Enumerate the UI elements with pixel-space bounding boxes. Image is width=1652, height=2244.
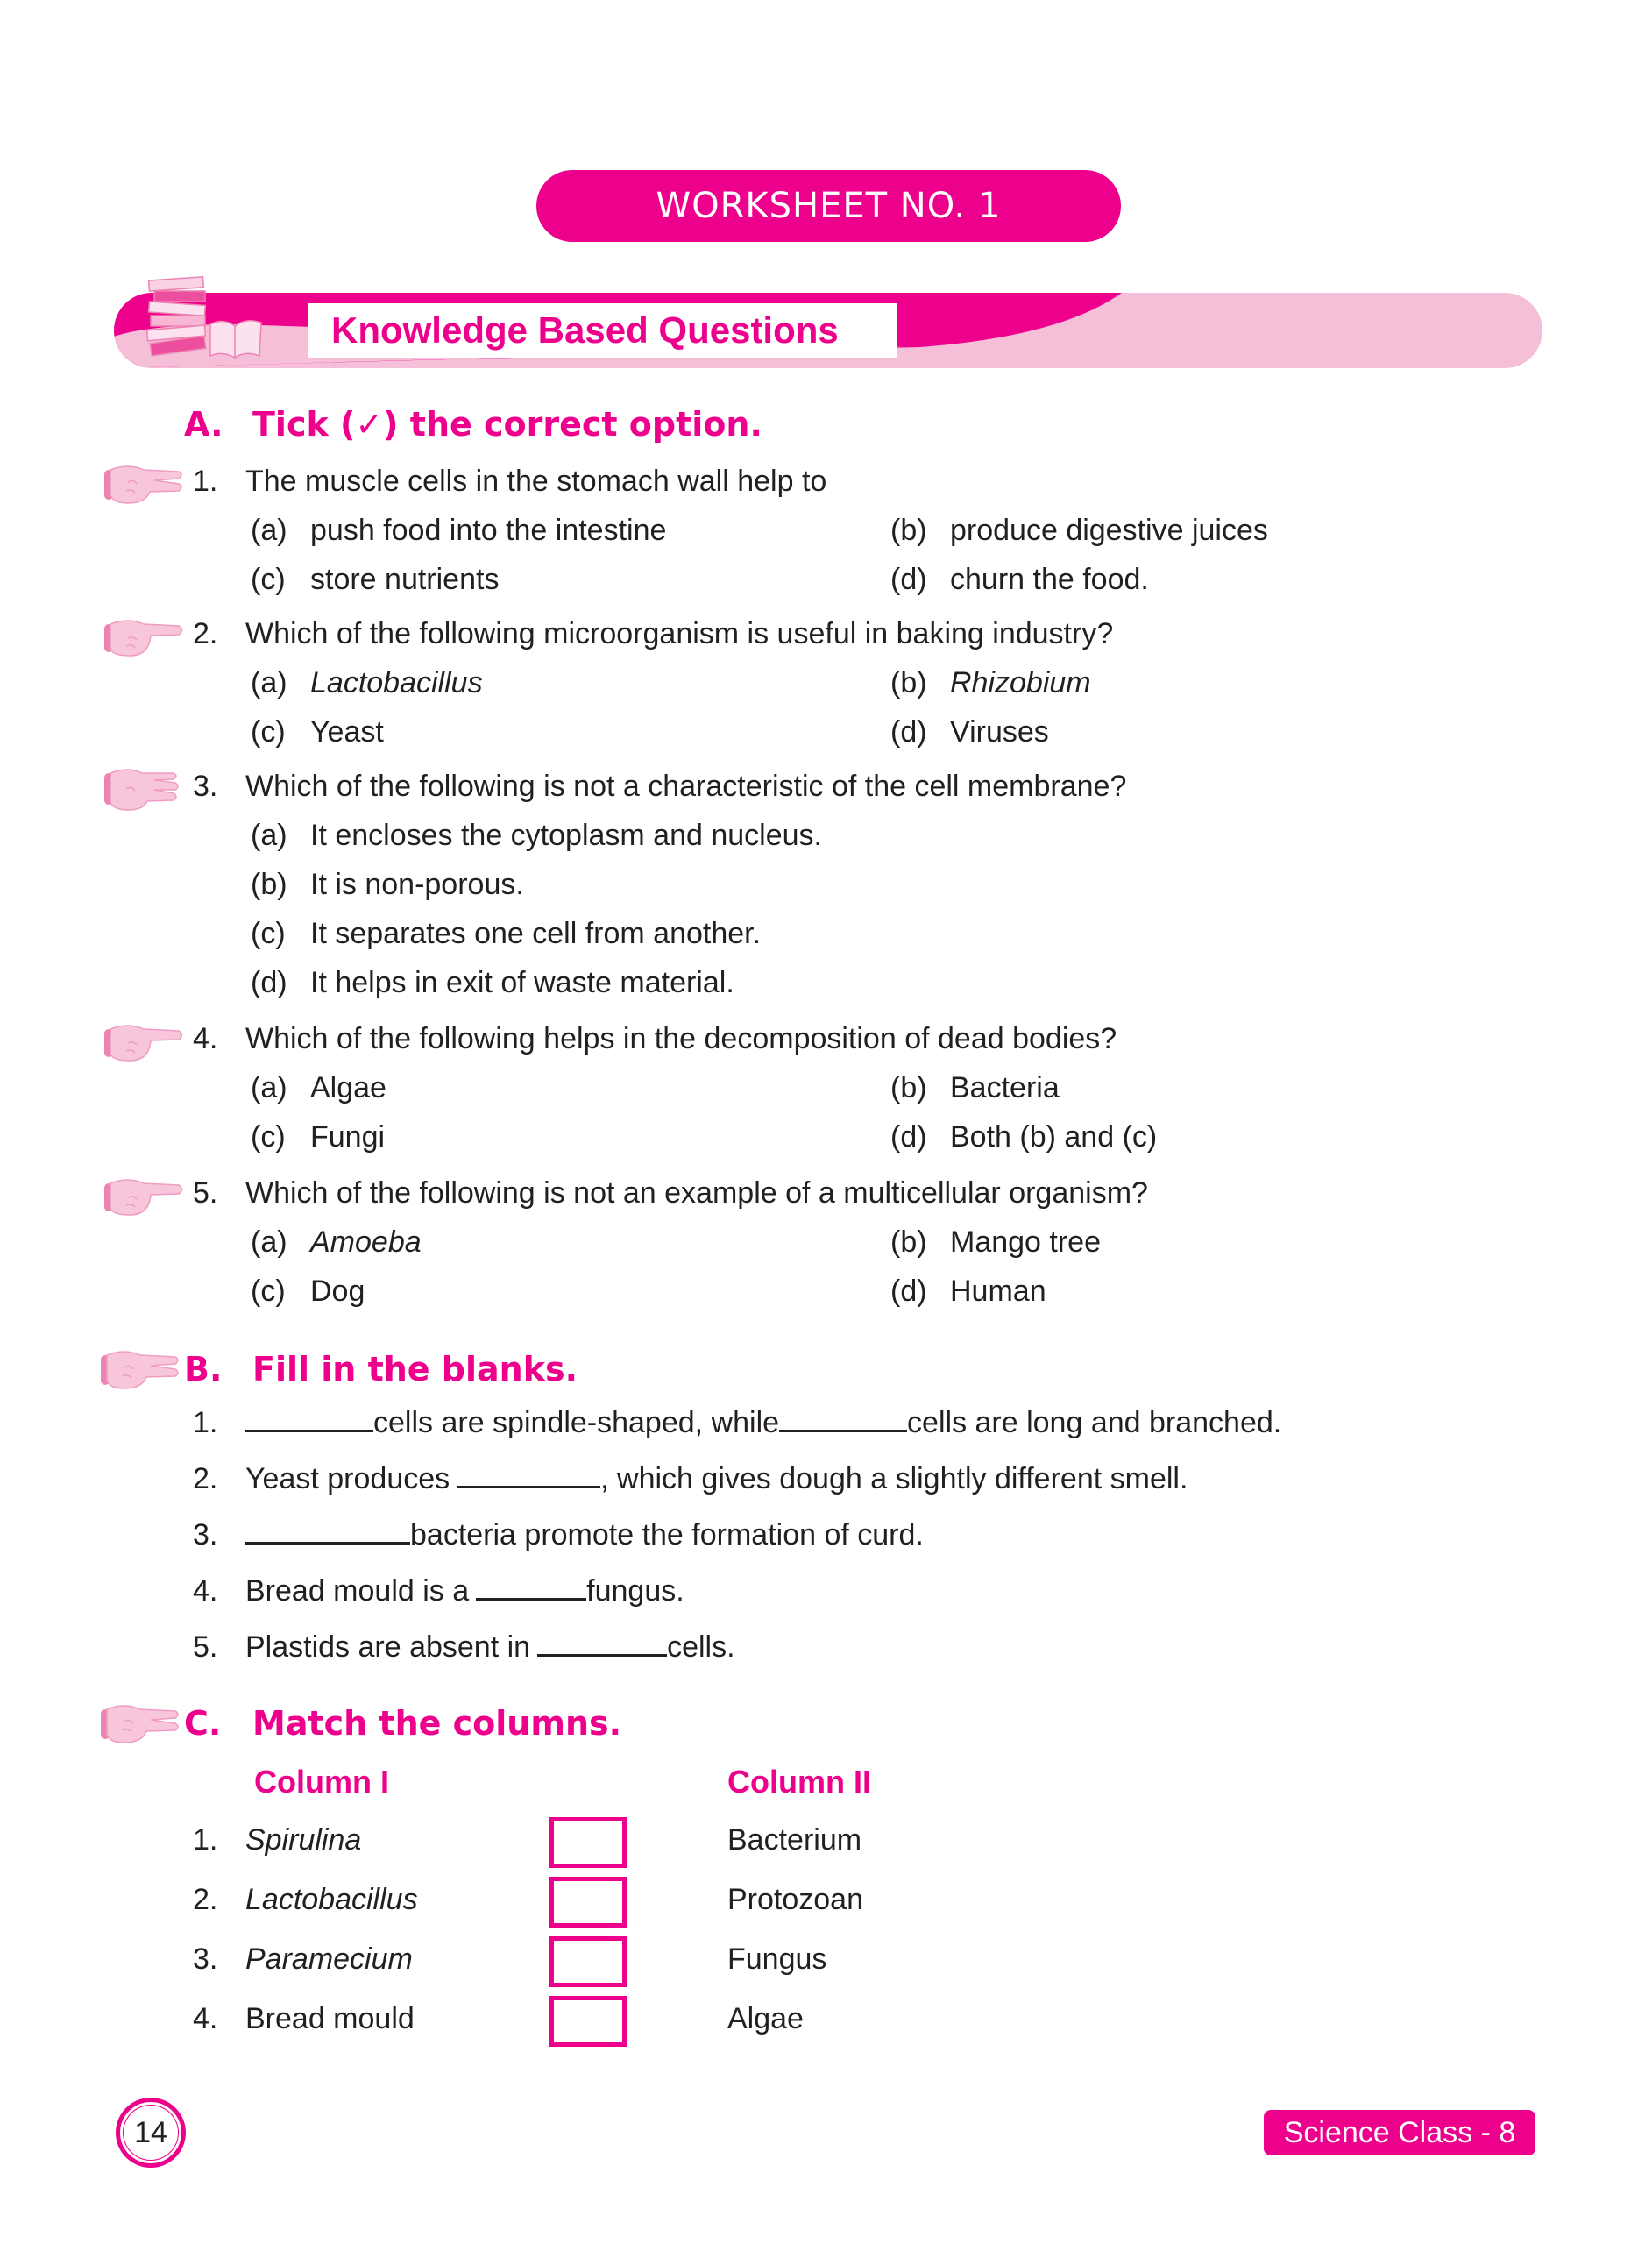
blank-field[interactable]	[245, 1410, 373, 1432]
blank-item-3	[193, 1518, 924, 1552]
column-1-header: Column I	[254, 1764, 389, 1800]
item-text: cells are long and branched.	[907, 1406, 1282, 1439]
section-b-title: Fill in the blanks.	[252, 1350, 578, 1388]
item-text: cells are spindle-shaped, while	[373, 1406, 780, 1439]
row-number: 1.	[193, 1823, 218, 1857]
option-label: (d)	[251, 966, 287, 999]
option-label: (c)	[251, 917, 286, 950]
option-5a[interactable]	[251, 1225, 422, 1260]
question-number: 4.	[193, 1022, 218, 1055]
option-3b[interactable]	[251, 868, 524, 902]
option-label: (a)	[251, 666, 287, 699]
match-answer-box[interactable]	[549, 1996, 627, 2047]
section-b-letter: B.	[184, 1350, 223, 1388]
item-number: 3.	[193, 1518, 218, 1552]
option-label: (b)	[251, 868, 287, 901]
section-a-heading	[184, 405, 762, 444]
question-text: Which of the following microorganism is useful in baking industry?	[245, 617, 1114, 650]
section-c-heading	[184, 1704, 621, 1743]
question-text: The muscle cells in the stomach wall help to	[245, 465, 827, 498]
option-text: Amoeba	[310, 1225, 422, 1259]
match-answer-box[interactable]	[549, 1877, 627, 1928]
option-1b[interactable]	[890, 514, 1268, 548]
option-text: It is non-porous.	[310, 868, 524, 901]
question-text: Which of the following is not a characteristic of the cell membrane?	[245, 770, 1127, 803]
item-number: 2.	[193, 1462, 218, 1495]
match-answer-box[interactable]	[549, 1936, 627, 1987]
blank-field[interactable]	[476, 1578, 586, 1601]
option-text: Both (b) and (c)	[950, 1120, 1158, 1154]
match-row-4	[193, 2002, 415, 2036]
question-number: 3.	[193, 770, 218, 803]
column-2-item: Protozoan	[727, 1883, 863, 1916]
option-text: produce digestive juices	[950, 514, 1268, 547]
item-text: , which gives dough a slightly different smell.	[600, 1462, 1188, 1495]
option-label: (d)	[890, 1275, 927, 1308]
section-a-letter: A.	[184, 405, 223, 444]
option-label: (a)	[251, 514, 287, 547]
option-4c[interactable]	[251, 1120, 385, 1154]
option-text: Viruses	[950, 715, 1049, 749]
option-label: (b)	[890, 1225, 927, 1259]
item-text: Plastids are absent in	[245, 1630, 531, 1664]
question-number: 1.	[193, 465, 218, 498]
option-2d[interactable]	[890, 715, 1049, 749]
question-5	[193, 1176, 1148, 1211]
option-4a[interactable]	[251, 1071, 386, 1105]
column-2-item: Algae	[727, 2002, 804, 2035]
match-row-2	[193, 1883, 418, 1917]
pointing-hand-icon	[102, 1173, 185, 1218]
option-text: It helps in exit of waste material.	[310, 966, 734, 999]
option-label: (d)	[890, 1120, 927, 1154]
column-2-item: Bacterium	[727, 1823, 862, 1857]
match-answer-box[interactable]	[549, 1817, 627, 1868]
item-number: 5.	[193, 1630, 218, 1664]
column-1-item: Lactobacillus	[245, 1883, 418, 1916]
section-c-title: Match the columns.	[252, 1704, 622, 1743]
option-label: (a)	[251, 1071, 287, 1104]
option-text: It encloses the cytoplasm and nucleus.	[310, 819, 822, 852]
question-4	[193, 1022, 1117, 1056]
option-1c[interactable]	[251, 563, 499, 597]
option-4d[interactable]	[890, 1120, 1157, 1154]
question-1	[193, 465, 826, 499]
column-1-item: Spirulina	[245, 1823, 362, 1857]
blank-item-1	[193, 1406, 1281, 1440]
two-finger-hand-icon	[98, 1701, 181, 1746]
option-label: (c)	[251, 1275, 286, 1308]
option-2b[interactable]	[890, 666, 1091, 700]
question-number: 5.	[193, 1176, 218, 1210]
row-number: 3.	[193, 1942, 218, 1976]
option-label: (d)	[890, 563, 927, 596]
section-a-title: Tick (✓) the correct option.	[252, 405, 762, 444]
option-text: Rhizobium	[950, 666, 1091, 699]
question-number: 2.	[193, 617, 218, 650]
column-2-header: Column II	[727, 1764, 871, 1800]
option-text: Fungi	[310, 1120, 386, 1154]
option-label: (a)	[251, 819, 287, 852]
option-3d[interactable]	[251, 966, 734, 1000]
option-5b[interactable]	[890, 1225, 1101, 1260]
item-number: 1.	[193, 1406, 218, 1439]
option-3a[interactable]	[251, 819, 822, 853]
question-text: Which of the following is not an example of a multicellular organism?	[245, 1176, 1148, 1210]
option-2a[interactable]	[251, 666, 483, 700]
item-text: fungus.	[586, 1574, 684, 1608]
question-text: Which of the following helps in the decomposition of dead bodies?	[245, 1022, 1117, 1055]
item-text: bacteria promote the formation of curd.	[410, 1518, 924, 1552]
column-1-item: Paramecium	[245, 1942, 413, 1976]
option-text: Yeast	[310, 715, 384, 749]
option-label: (c)	[251, 1120, 286, 1154]
option-text: Dog	[310, 1275, 365, 1308]
two-finger-hand-icon	[102, 461, 185, 507]
pointing-hand-icon	[102, 614, 185, 659]
option-2c[interactable]	[251, 715, 384, 749]
page-number: 14	[116, 2098, 186, 2168]
three-finger-hand-icon	[102, 766, 185, 812]
option-label: (d)	[890, 715, 927, 749]
pointing-hand-icon	[102, 1019, 185, 1064]
option-5d[interactable]	[890, 1275, 1046, 1309]
option-text: Mango tree	[950, 1225, 1101, 1259]
option-label: (c)	[251, 563, 286, 596]
option-3c[interactable]	[251, 917, 761, 951]
option-text: Bacteria	[950, 1071, 1060, 1104]
blank-field[interactable]	[779, 1410, 907, 1432]
section-b-heading	[184, 1350, 578, 1388]
match-row-1	[193, 1823, 361, 1857]
option-label: (b)	[890, 514, 927, 547]
books-icon	[131, 272, 263, 368]
worksheet-title: WORKSHEET NO. 1	[536, 170, 1121, 242]
row-number: 2.	[193, 1883, 218, 1916]
class-badge: Science Class - 8	[1264, 2110, 1535, 2155]
option-label: (b)	[890, 666, 927, 699]
question-3	[193, 770, 1126, 804]
option-text: Lactobacillus	[310, 666, 483, 699]
item-text: cells.	[667, 1630, 735, 1664]
banner-title: Knowledge Based Questions	[308, 303, 897, 358]
two-finger-hand-icon	[98, 1346, 181, 1392]
option-label: (a)	[251, 1225, 287, 1259]
column-1-item: Bread mould	[245, 2002, 415, 2035]
item-text: Yeast produces	[245, 1462, 450, 1495]
row-number: 4.	[193, 2002, 218, 2035]
blank-field[interactable]	[245, 1522, 410, 1545]
option-1d[interactable]	[890, 563, 1149, 597]
blank-item-2	[193, 1462, 1188, 1496]
option-text: churn the food.	[950, 563, 1149, 596]
option-5c[interactable]	[251, 1275, 365, 1309]
option-4b[interactable]	[890, 1071, 1060, 1105]
option-label: (b)	[890, 1071, 927, 1104]
blank-field[interactable]	[457, 1466, 600, 1488]
item-number: 4.	[193, 1574, 218, 1608]
column-2-item: Fungus	[727, 1942, 827, 1976]
option-text: Algae	[310, 1071, 386, 1104]
item-text: Bread mould is a	[245, 1574, 470, 1608]
option-label: (c)	[251, 715, 286, 749]
option-text: push food into the intestine	[310, 514, 667, 547]
option-1a[interactable]	[251, 514, 666, 548]
match-row-3	[193, 1942, 413, 1977]
blank-field[interactable]	[537, 1634, 667, 1657]
blank-item-4	[193, 1574, 684, 1608]
option-text: store nutrients	[310, 563, 500, 596]
blank-item-5	[193, 1630, 735, 1665]
question-2	[193, 617, 1113, 651]
section-c-letter: C.	[184, 1704, 222, 1743]
option-text: Human	[950, 1275, 1046, 1308]
option-text: It separates one cell from another.	[310, 917, 762, 950]
